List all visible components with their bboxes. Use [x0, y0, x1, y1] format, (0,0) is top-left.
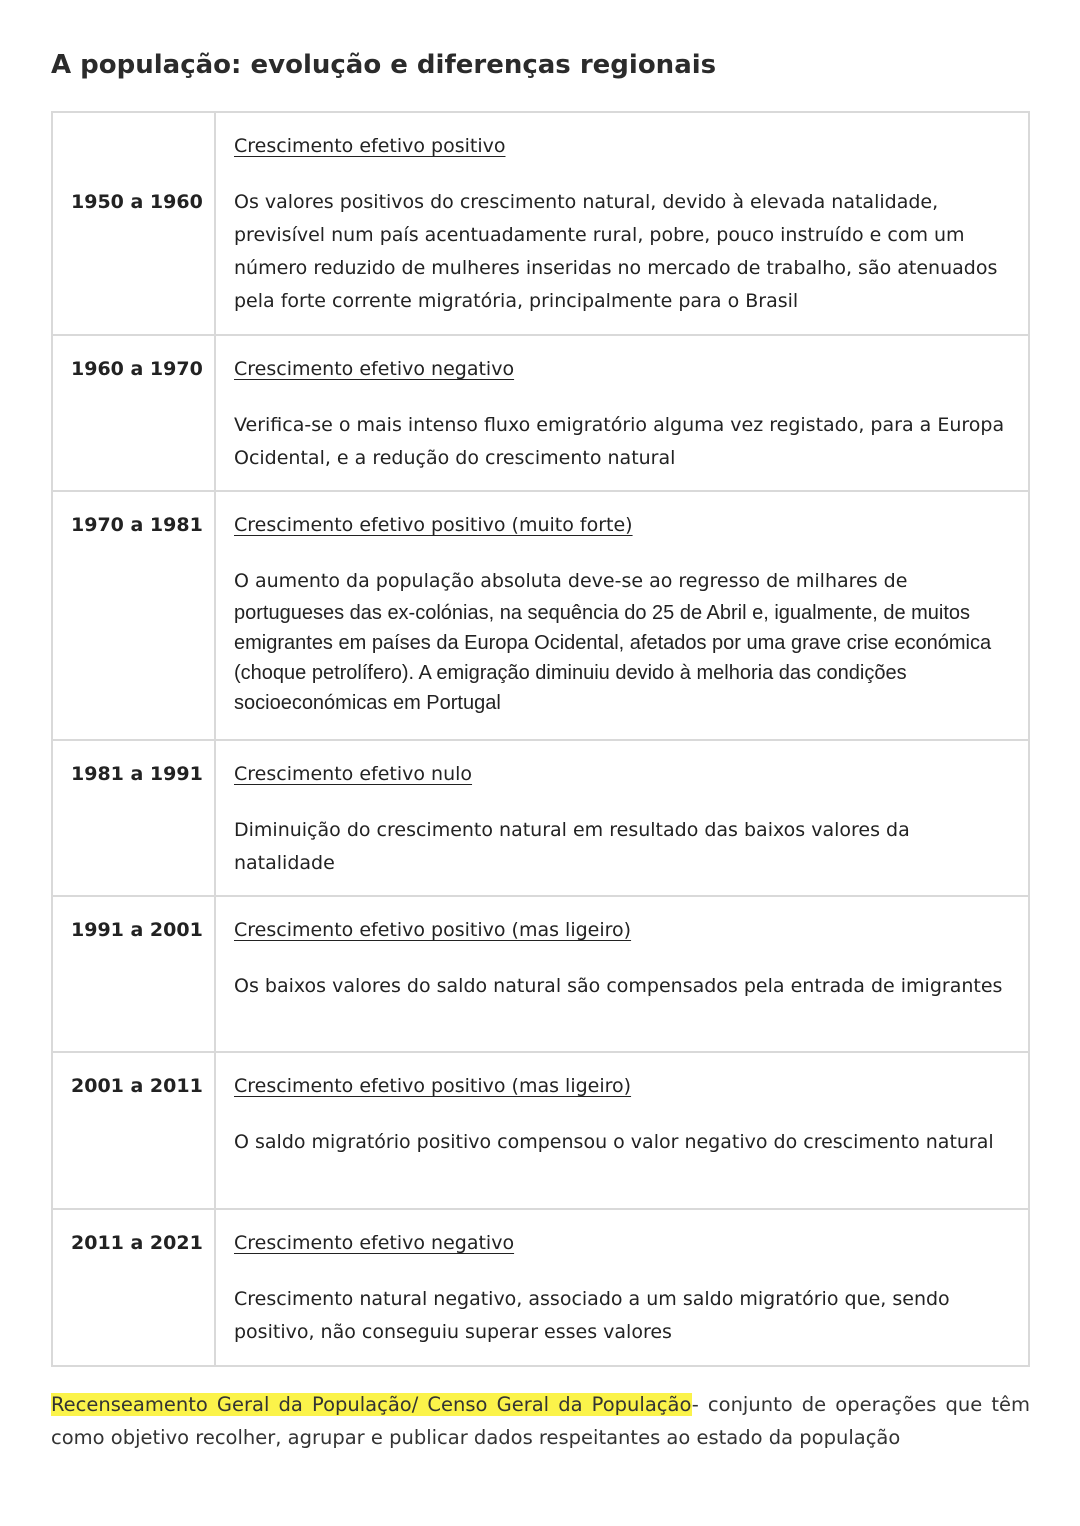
period-cell: 1950 a 1960 — [52, 112, 215, 335]
row-text: Crescimento natural negativo, associado a um saldo migratório que, sendo positivo, não conseguiu superar esses valores — [234, 1288, 950, 1343]
row-text-continued: portugueses das ex-colónias, na sequência do 25 de Abril e, igualmente, de muitos emigrantes em países da Europa Ocidental, afetados por uma grave crise económica (choque petrolífero). A emigração diminuiu devido à melhoria das condições socioeconómicas em Portugal — [234, 602, 992, 714]
table-row — [52, 1209, 1029, 1366]
definition-paragraph — [51, 1388, 1030, 1454]
table-row — [52, 1052, 1029, 1209]
description-cell — [215, 335, 1029, 491]
description-cell — [215, 1052, 1029, 1209]
period-cell: 1991 a 2001 — [52, 896, 215, 1052]
period-cell: 1981 a 1991 — [52, 740, 215, 896]
row-text: O saldo migratório positivo compensou o valor negativo do crescimento natural — [234, 1131, 994, 1153]
row-text: Os baixos valores do saldo natural são compensados pela entrada de imigrantes — [234, 975, 1003, 997]
highlighted-term: Recenseamento Geral da População/ Censo Geral da População — [51, 1393, 692, 1416]
table-row — [52, 740, 1029, 896]
row-text: Verifica-se o mais intenso fluxo emigratório alguma vez registado, para a Europa Ocidental, e a redução do crescimento natural — [234, 414, 1005, 469]
description-cell — [215, 112, 1029, 335]
period-cell: 2001 a 2011 — [52, 1052, 215, 1209]
row-heading: Crescimento efetivo positivo — [234, 135, 506, 157]
row-text: O aumento da população absoluta deve-se ao regresso de milhares de — [234, 570, 908, 592]
description-cell — [215, 1209, 1029, 1366]
table-row — [52, 491, 1029, 740]
row-heading: Crescimento efetivo positivo (mas ligeiro) — [234, 919, 632, 941]
row-heading: Crescimento efetivo positivo (mas ligeiro) — [234, 1075, 632, 1097]
row-text: Os valores positivos do crescimento natural, devido à elevada natalidade, previsível num país acentuadamente rural, pobre, pouco instruído e com um número reduzido de mulheres inseridas no mercado de trabalho, são atenuados pela forte corrente migratória, principalmente para o Brasil — [234, 191, 998, 312]
period-cell: 2011 a 2021 — [52, 1209, 215, 1366]
page-title: A população: evolução e diferenças regionais — [51, 50, 717, 80]
period-cell: 1970 a 1981 — [52, 491, 215, 740]
description-cell — [215, 740, 1029, 896]
table-row — [52, 335, 1029, 491]
table-row — [52, 896, 1029, 1052]
description-cell — [215, 896, 1029, 1052]
row-text: Diminuição do crescimento natural em resultado das baixos valores da natalidade — [234, 819, 910, 874]
row-heading: Crescimento efetivo nulo — [234, 763, 473, 785]
definition-text: - conjunto de operações que têm como objetivo recolher, agrupar e publicar dados respeitantes ao estado da população — [51, 1393, 1031, 1449]
row-heading: Crescimento efetivo negativo — [234, 1232, 515, 1254]
row-heading: Crescimento efetivo positivo (muito forte) — [234, 514, 633, 536]
population-evolution-table — [51, 111, 1030, 1367]
description-cell — [215, 491, 1029, 740]
table-row — [52, 112, 1029, 335]
period-cell: 1960 a 1970 — [52, 335, 215, 491]
row-heading: Crescimento efetivo negativo — [234, 358, 515, 380]
